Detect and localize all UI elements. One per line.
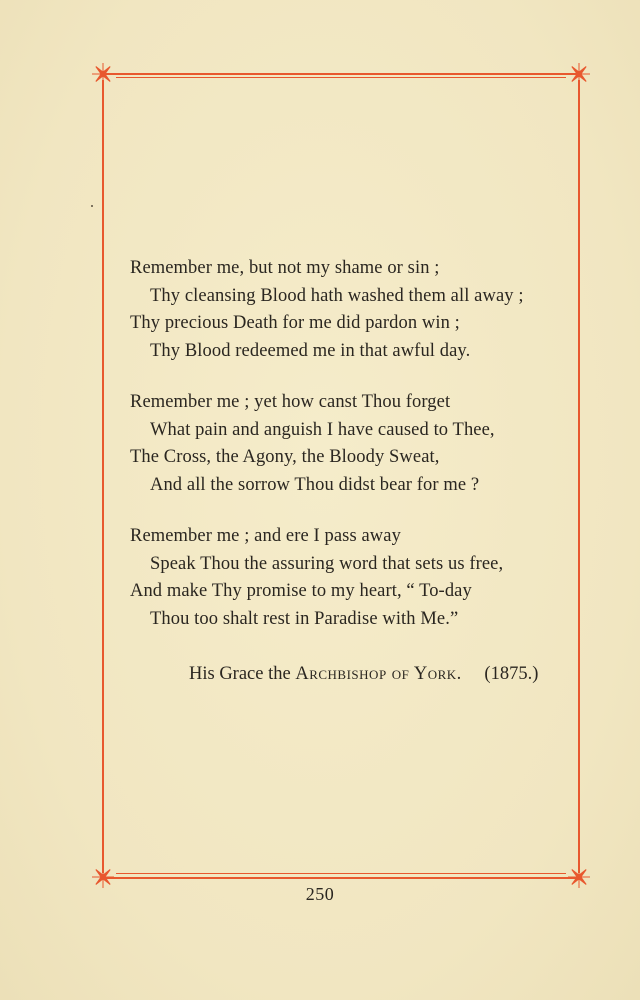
page-number: 250 xyxy=(305,884,335,904)
poem-line: Thy cleansing Blood hath washed them all away ; xyxy=(150,285,524,306)
border-bottom-rule xyxy=(104,877,578,879)
poem-line: Thy Blood redeemed me in that awful day. xyxy=(150,340,471,361)
poem-line: Remember me, but not my shame or sin ; xyxy=(130,258,440,278)
poem-line: And all the sorrow Thou didst bear for me ? xyxy=(150,474,480,495)
stanza xyxy=(130,255,570,365)
poem-line: Speak Thou the assuring word that sets us free, xyxy=(150,553,504,574)
poem-line: The Cross, the Agony, the Bloody Sweat, xyxy=(130,447,440,467)
attribution-prefix: His Grace the xyxy=(189,664,291,684)
border-left-rule xyxy=(102,80,104,873)
corner-cross-icon xyxy=(568,63,590,85)
ink-speck xyxy=(91,205,93,207)
poem-line: Remember me ; and ere I pass away xyxy=(130,526,401,546)
poem-line: What pain and anguish I have caused to Thee, xyxy=(150,419,495,440)
poem-line: Thy precious Death for me did pardon win ; xyxy=(130,313,460,333)
corner-cross-icon xyxy=(92,63,114,85)
stanza xyxy=(130,523,570,633)
poem-line: Remember me ; yet how canst Thou forget xyxy=(130,392,451,412)
poem-line: Thou too shalt rest in Paradise with Me.” xyxy=(150,608,459,629)
border-top-rule xyxy=(104,73,578,75)
attribution-title: Archbishop of York. xyxy=(295,664,462,684)
border-right-rule xyxy=(578,80,580,873)
attribution xyxy=(189,664,538,685)
attribution-year: (1875.) xyxy=(484,664,539,684)
stanza xyxy=(130,389,570,499)
poem xyxy=(130,255,570,633)
border-bottom-inner-rule xyxy=(116,873,566,874)
poem-line: And make Thy promise to my heart, “ To-day xyxy=(130,581,472,601)
border-top-inner-rule xyxy=(116,77,566,78)
